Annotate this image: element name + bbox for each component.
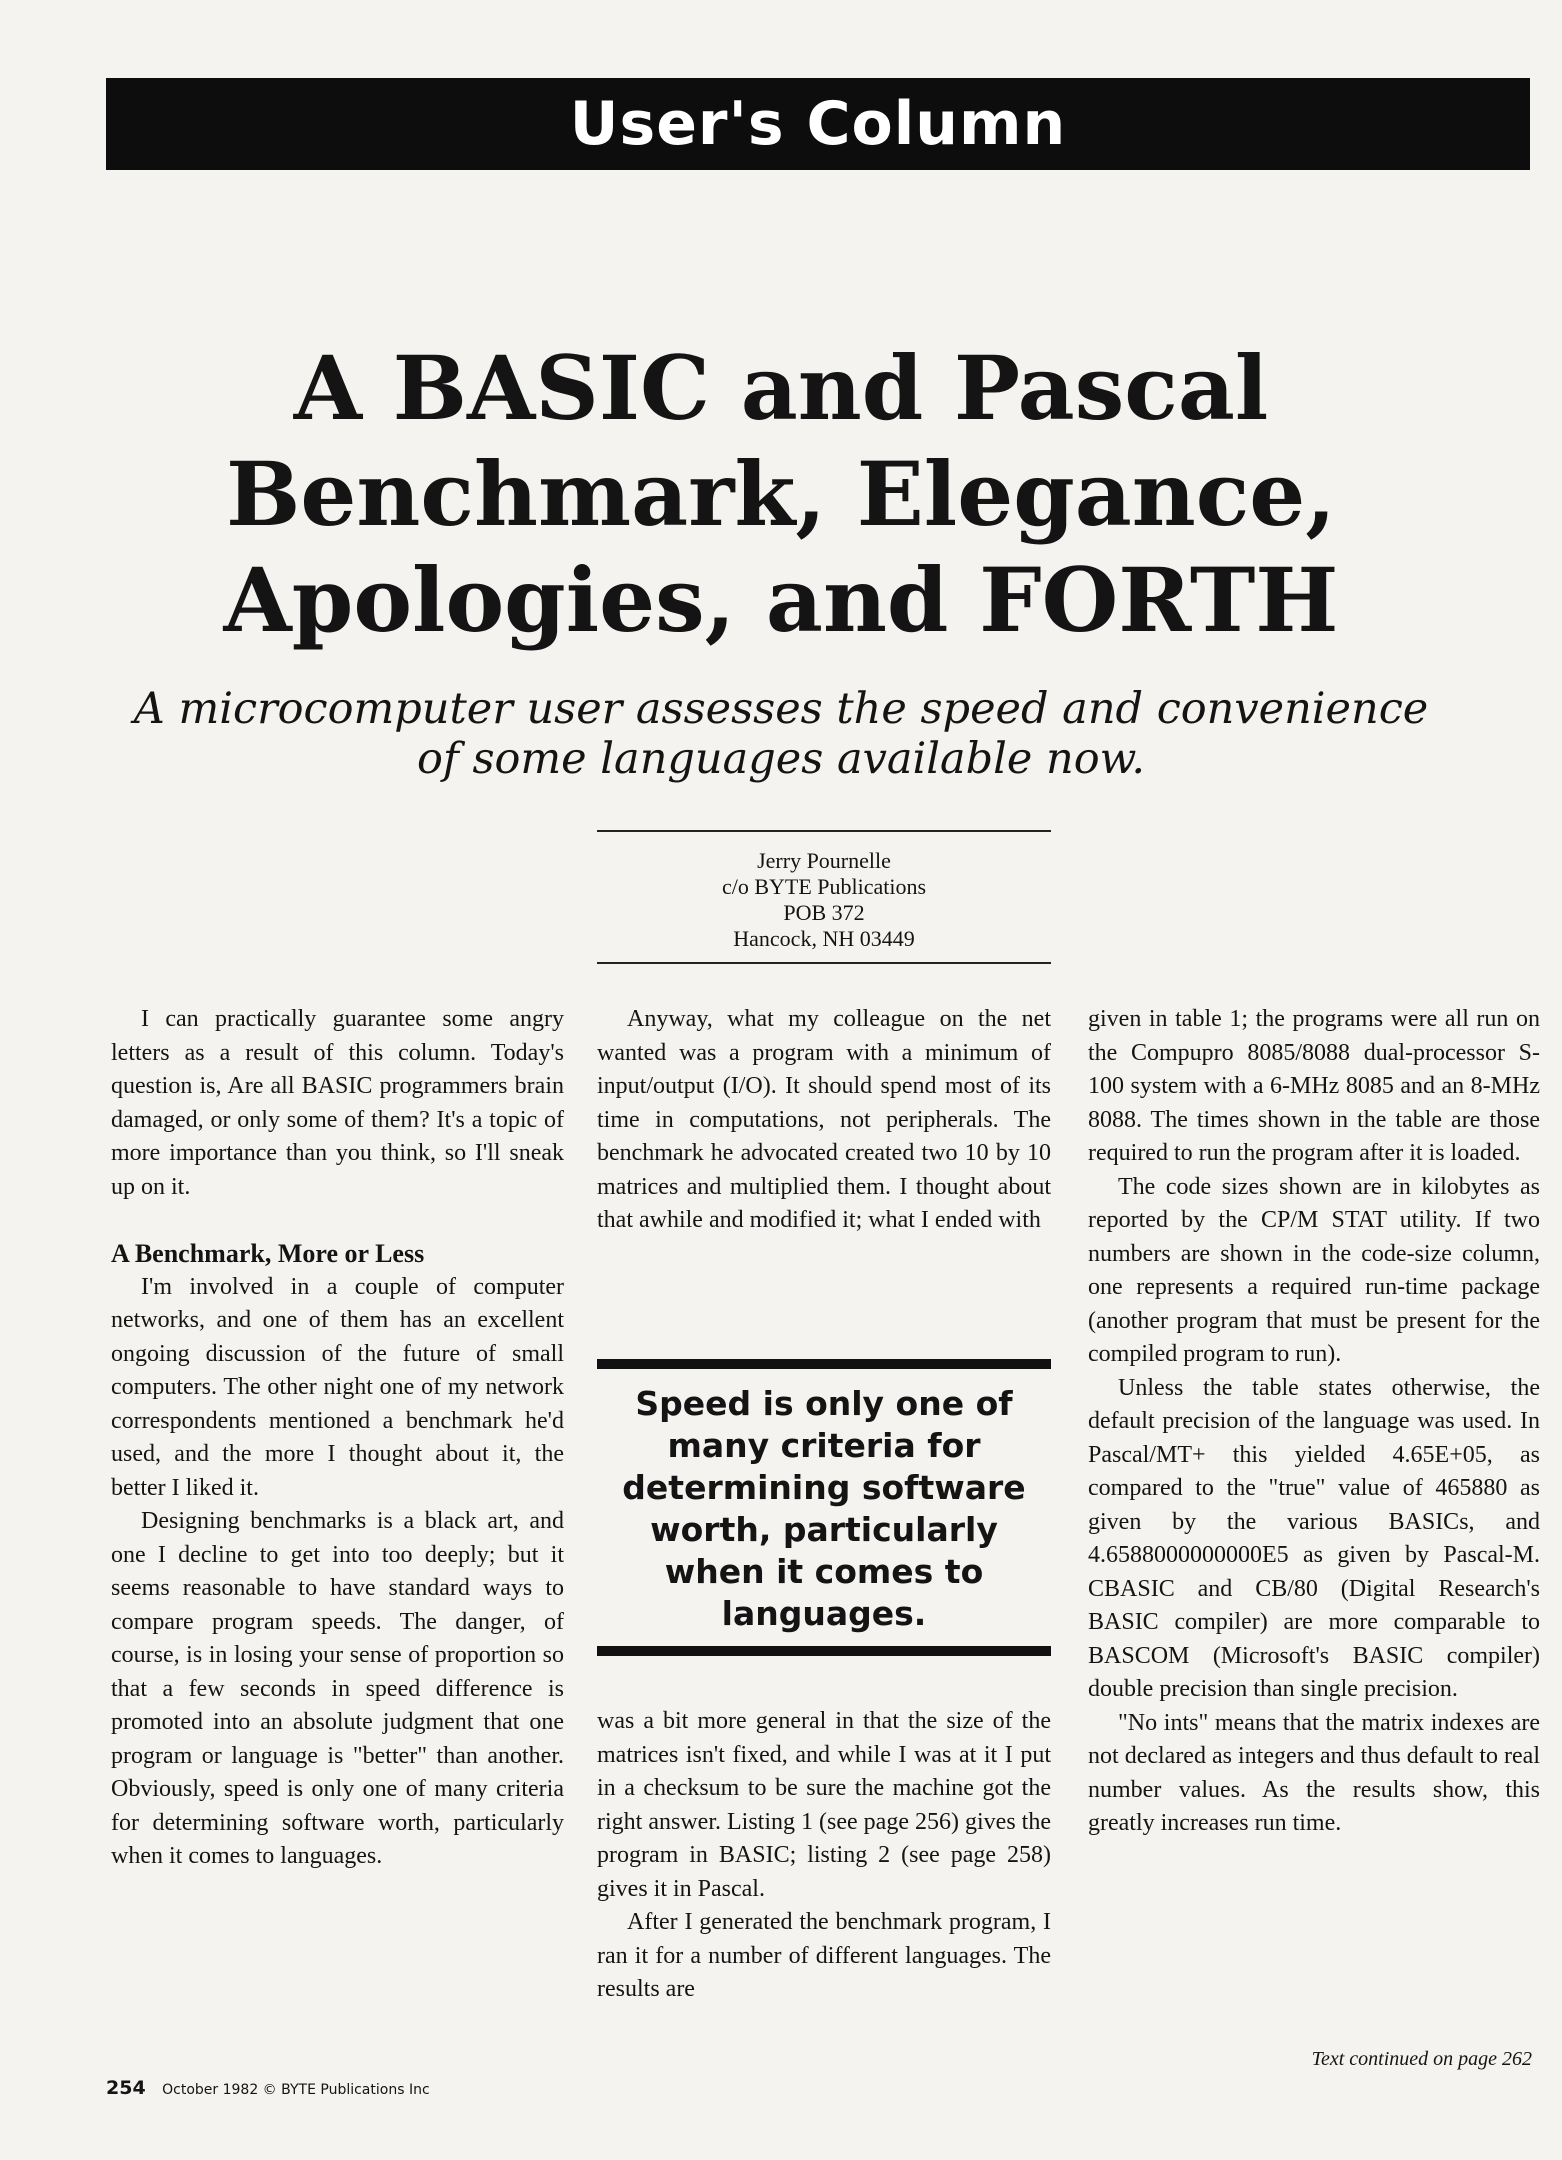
paragraph: I can practically guarantee some angry letters as a result of this column. Today's question is, Are all BASIC programmers brain damaged, or only some of them? It's a topic of more importance than you think, so I'll sneak up on it. (111, 1006, 564, 1200)
page-number: 254 (106, 2077, 146, 2099)
pullquote-line: many criteria for (667, 1426, 981, 1465)
author-byline (597, 848, 1051, 952)
section-heading: A Benchmark, More or Less (111, 1239, 425, 1268)
author-name: Jerry Pournelle (757, 848, 891, 873)
article-subtitle (0, 684, 1562, 784)
pullquote-line: when it comes to (664, 1552, 984, 1591)
paragraph: was a bit more general in that the size of the matrices isn't fixed, and while I was at it I put in a checksum to be sure the machine got the right answer. Listing 1 (see page 256) gives the program in BASIC; listing 2 (see page 258) gives it in Pascal. (597, 1708, 1051, 1902)
page-footer (106, 2077, 430, 2099)
continued-note: Text continued on page 262 (1311, 2048, 1532, 2070)
title-line: A BASIC and Pascal (293, 336, 1269, 440)
paragraph: I'm involved in a couple of computer networks, and one of them has an excellent ongoing discussion of the future of small computers. The other night one of my network correspondents mentioned a benchmark he'd used, and the more I thought about it, the better I liked it. (111, 1273, 564, 1501)
subtitle-line: A microcomputer user assesses the speed and convenience (133, 684, 1429, 734)
pullquote-line: determining software (622, 1468, 1026, 1507)
byline-bottom-rule (597, 962, 1051, 964)
title-line: Benchmark, Elegance, (226, 442, 1336, 546)
byline-top-rule (597, 830, 1051, 832)
article-title (0, 335, 1562, 653)
paragraph: Anyway, what my colleague on the net wanted was a program with a minimum of input/output (I/O). It should spend most of its time in computations, not peripherals. The benchmark he advocated created two 10 by 10 matrices and multiplied them. I thought about that awhile and modified it; what I ended with (597, 1006, 1051, 1233)
paragraph: Designing benchmarks is a black art, and one I decline to get into too deeply; but it seems reasonable to have standard ways to compare program speeds. The danger, of course, is in losing your sense of proportion so that a few seconds in speed difference is promoted into an absolute judgment that one program or language is "better" than another. Obviously, speed is only one of many criteria for determining software worth, particularly when it comes to languages. (111, 1508, 564, 1869)
body-column-2-continued (597, 1705, 1051, 2007)
paragraph: Unless the table states otherwise, the default precision of the language was used. In Pascal/MT+ this yielded 4.65E+05, as compared to the "true" value of 465880 as given by the various BASICs, and 4.6588000000000E5 as given by Pascal-M. CBASIC and CB/80 (Digital Research's BASIC compiler) are more comparable to BASCOM (Microsoft's BASIC compiler) double precision than single precision. (1088, 1374, 1540, 1702)
author-address-line: Hancock, NH 03449 (733, 926, 915, 951)
title-line: Apologies, and FORTH (223, 548, 1339, 652)
footer-text: October 1982 © BYTE Publications Inc (162, 2082, 430, 2098)
paragraph: given in table 1; the programs were all run on the Compupro 8085/8088 dual-processor S-100 system with a 6-MHz 8085 and an 8-MHz 8088. The times shown in the table are those required to run the program after it is loaded. (1088, 1006, 1540, 1166)
paragraph: After I generated the benchmark program, I ran it for a number of different languages. The results are (597, 1909, 1051, 2002)
pullquote-line: worth, particularly (650, 1510, 998, 1549)
author-address-line: c/o BYTE Publications (721, 874, 927, 899)
body-column-3 (1088, 1003, 1540, 1841)
subtitle-line: of some languages available now. (416, 734, 1146, 784)
pullquote-line: Speed is only one of (635, 1384, 1013, 1423)
paragraph: "No ints" means that the matrix indexes are not declared as integers and thus default to real number values. As the results show, this greatly increases run time. (1088, 1709, 1540, 1836)
body-column-2 (597, 1003, 1051, 1238)
pullquote-bottom-bar (597, 1646, 1051, 1656)
pull-quote (597, 1383, 1051, 1635)
section-banner (106, 78, 1530, 170)
section-banner-text: User's Column (569, 89, 1067, 159)
paragraph: The code sizes shown are in kilobytes as reported by the CP/M STAT utility. If two numbers are shown in the code-size column, one represents a required run-time package (another program that must be present for the compiled program to run). (1088, 1173, 1540, 1367)
author-address-line: POB 372 (783, 900, 865, 925)
pullquote-line: languages. (721, 1594, 927, 1633)
body-column-1 (111, 1003, 564, 1874)
pullquote-top-bar (597, 1359, 1051, 1369)
